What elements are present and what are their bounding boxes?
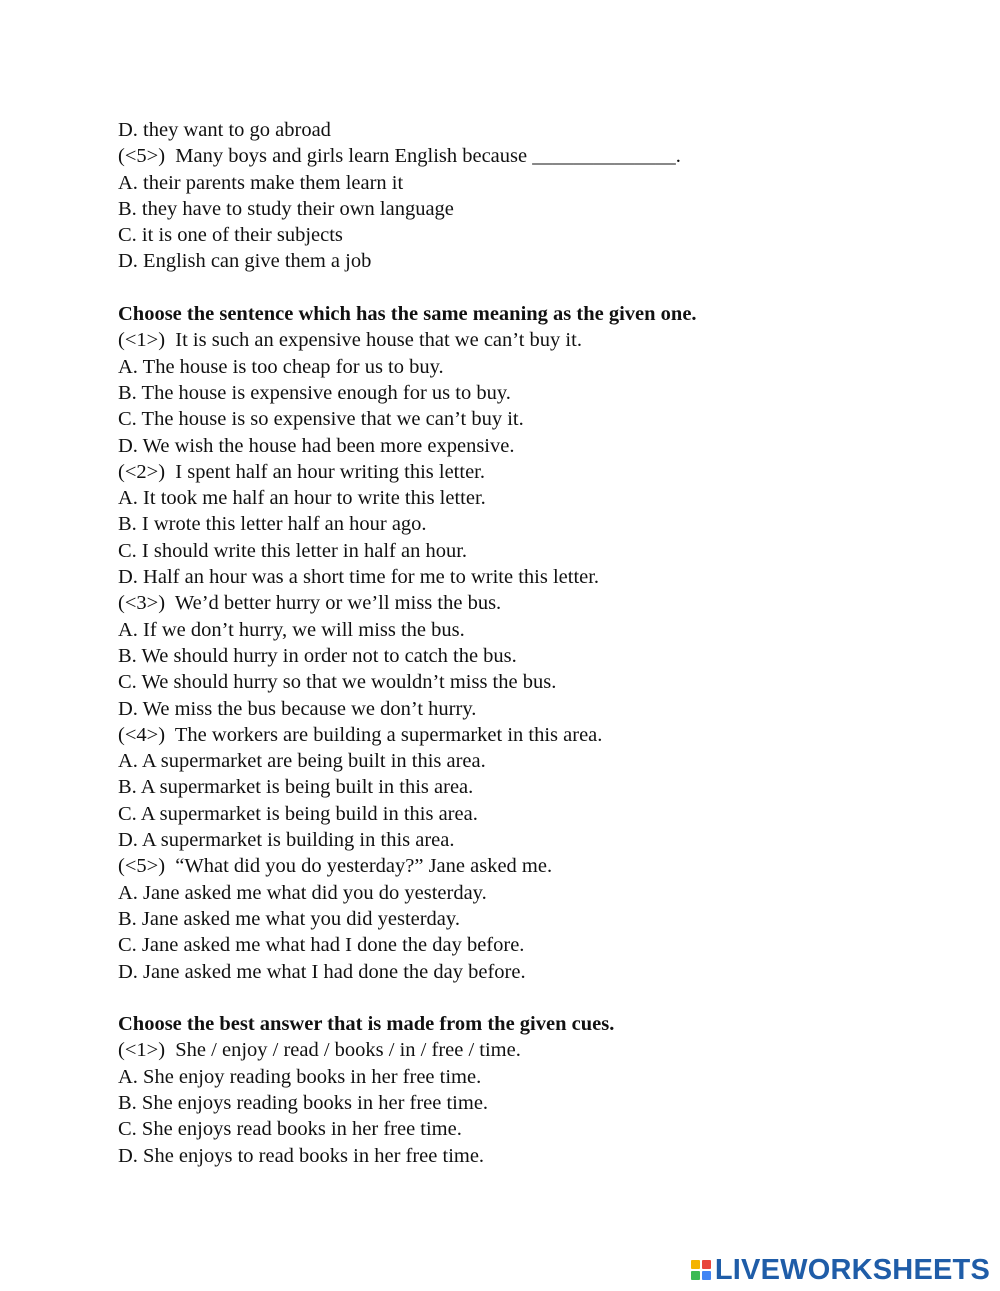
text-line: D. Jane asked me what I had done the day before. xyxy=(118,960,526,983)
text-line: D. Half an hour was a short time for me to write this letter. xyxy=(118,566,600,589)
logo-block xyxy=(691,1260,700,1269)
text-line: (<1>) It is such an expensive house that we can’t buy it. xyxy=(118,329,582,352)
text-line: (<5>) “What did you do yesterday?” Jane asked me. xyxy=(118,855,553,878)
text-line: A. Jane asked me what did you do yesterday. xyxy=(118,881,487,904)
logo-block xyxy=(702,1260,711,1269)
logo-block xyxy=(702,1271,711,1280)
text-line: C. I should write this letter in half an hour. xyxy=(118,539,468,562)
text-line: D. We wish the house had been more expensive. xyxy=(118,434,515,457)
text-line: (<1>) She / enjoy / read / books / in / free / time. xyxy=(118,1039,521,1062)
text-line: A. It took me half an hour to write this letter. xyxy=(118,487,486,510)
text-line: (<4>) The workers are building a supermarket in this area. xyxy=(118,723,603,746)
text-line: D. She enjoys to read books in her free time. xyxy=(118,1144,485,1167)
section-given-cues xyxy=(118,1037,938,1168)
text-line: D. English can give them a job xyxy=(118,250,372,273)
section-reading-end xyxy=(118,117,938,275)
text-line: B. The house is expensive enough for us to buy. xyxy=(118,381,511,404)
text-line: C. A supermarket is being build in this area. xyxy=(118,802,478,825)
section-gap xyxy=(118,985,938,1011)
text-line: A. If we don’t hurry, we will miss the bus. xyxy=(118,618,465,641)
text-line: B. She enjoys reading books in her free time. xyxy=(118,1091,489,1114)
text-line: C. Jane asked me what had I done the day before. xyxy=(118,934,525,957)
text-line: A. The house is too cheap for us to buy. xyxy=(118,355,444,378)
text-line: B. they have to study their own language xyxy=(118,197,454,220)
text-line: C. She enjoys read books in her free time. xyxy=(118,1118,462,1141)
text-line: A. She enjoy reading books in her free time. xyxy=(118,1065,482,1088)
text-line: (<3>) We’d better hurry or we’ll miss the bus. xyxy=(118,592,502,615)
section-gap xyxy=(118,275,938,301)
text-line: B. A supermarket is being built in this area. xyxy=(118,776,474,799)
text-line: C. The house is so expensive that we can’t buy it. xyxy=(118,408,524,431)
text-line: B. We should hurry in order not to catch the bus. xyxy=(118,644,517,667)
text-line: A. A supermarket are being built in this area. xyxy=(118,750,486,773)
logo-blocks-icon xyxy=(691,1260,711,1280)
text-line: A. their parents make them learn it xyxy=(118,171,404,194)
text-line: D. We miss the bus because we don’t hurry. xyxy=(118,697,477,720)
section-heading-given-cues: Choose the best answer that is made from the given cues. xyxy=(118,1013,615,1036)
liveworksheets-logo xyxy=(691,1253,990,1287)
text-line: C. We should hurry so that we wouldn’t miss the bus. xyxy=(118,671,557,694)
text-line: D. A supermarket is building in this area. xyxy=(118,829,455,852)
logo-text: LIVEWORKSHEETS xyxy=(714,1253,990,1286)
section-same-meaning xyxy=(118,327,938,984)
text-line: (<5>) Many boys and girls learn English because ______________. xyxy=(118,145,681,168)
text-line: (<2>) I spent half an hour writing this letter. xyxy=(118,460,485,483)
text-line: B. Jane asked me what you did yesterday. xyxy=(118,907,460,930)
text-line: C. it is one of their subjects xyxy=(118,224,343,247)
logo-block xyxy=(691,1271,700,1280)
text-line: D. they want to go abroad xyxy=(118,119,331,141)
worksheet-page xyxy=(118,117,938,1169)
text-line: B. I wrote this letter half an hour ago. xyxy=(118,513,427,536)
section-heading-same-meaning: Choose the sentence which has the same meaning as the given one. xyxy=(118,303,697,326)
